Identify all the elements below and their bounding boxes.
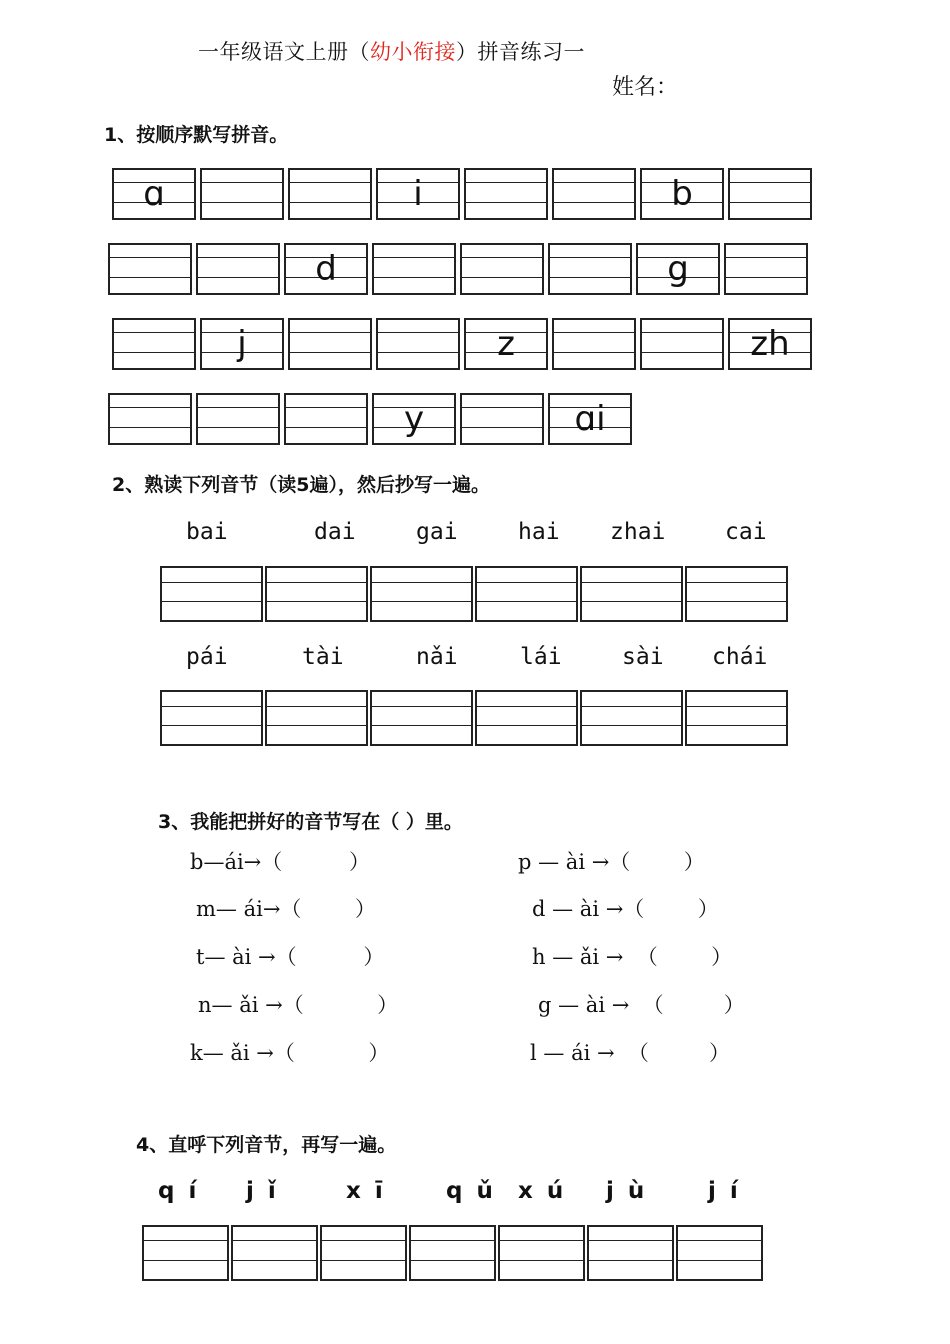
writing-cell[interactable] [160, 690, 263, 746]
writing-cell[interactable] [288, 318, 372, 370]
syllable: gai [416, 519, 458, 545]
writing-cell[interactable] [475, 566, 578, 622]
writing-cell[interactable] [728, 318, 812, 370]
syllable: j ǐ [246, 1178, 279, 1204]
cell-letter: ɑi [574, 399, 606, 439]
syllable: cai [725, 519, 767, 545]
section4-grid [142, 1225, 765, 1281]
exercise-right: p — ài →（ ） [518, 850, 705, 874]
syllable: nǎi [416, 644, 458, 670]
cell-letter: y [403, 399, 425, 439]
writing-cell[interactable] [284, 393, 368, 445]
writing-cell[interactable] [160, 566, 263, 622]
exercise-left: n— ǎi →（ ） [198, 993, 399, 1017]
exercise-left: b—ái→（ ） [190, 850, 371, 874]
writing-cell[interactable] [548, 393, 632, 445]
writing-cell[interactable] [580, 566, 683, 622]
cell-letter: zh [750, 324, 790, 364]
exercise-right: h — ǎi → （ ） [532, 945, 733, 969]
syllable: j í [708, 1178, 741, 1204]
section1-row-1 [112, 168, 816, 220]
writing-cell[interactable] [265, 566, 368, 622]
writing-cell[interactable] [196, 393, 280, 445]
cell-letter: ɑ [143, 174, 165, 214]
cell-letter: z [497, 324, 515, 364]
writing-cell[interactable] [288, 168, 372, 220]
writing-cell[interactable] [200, 318, 284, 370]
title-suffix: ）拼音练习一 [456, 40, 585, 64]
syllable: x ú [518, 1178, 567, 1204]
writing-cell[interactable] [548, 243, 632, 295]
writing-cell[interactable] [108, 393, 192, 445]
writing-cell[interactable] [685, 690, 788, 746]
name-label: 姓名： [612, 75, 679, 100]
title-prefix: 一年级语文上册（ [198, 40, 370, 64]
writing-cell[interactable] [460, 393, 544, 445]
exercise-right: l — ái → （ ） [530, 1041, 731, 1065]
syllable: tài [302, 644, 344, 670]
section4-heading: 4、直呼下列音节，再写一遍。 [136, 1134, 397, 1156]
exercise-left: t— ài →（ ） [196, 945, 385, 969]
cell-letter: g [667, 249, 689, 289]
writing-cell[interactable] [552, 168, 636, 220]
writing-cell[interactable] [464, 318, 548, 370]
syllable: dai [314, 519, 356, 545]
writing-cell[interactable] [580, 690, 683, 746]
writing-cell[interactable] [636, 243, 720, 295]
writing-cell[interactable] [552, 318, 636, 370]
writing-cell[interactable] [464, 168, 548, 220]
syllable: q í [158, 1178, 200, 1204]
writing-cell[interactable] [376, 318, 460, 370]
syllable: q ǔ [446, 1178, 496, 1204]
exercise-right: d — ài →（ ） [532, 897, 719, 921]
syllable: hai [518, 519, 560, 545]
section2-grid-2 [160, 690, 790, 746]
writing-cell[interactable] [475, 690, 578, 746]
exercise-right: g — ài → （ ） [538, 993, 745, 1017]
exercise-left: k— ǎi →（ ） [190, 1041, 390, 1065]
writing-cell[interactable] [587, 1225, 674, 1281]
writing-cell[interactable] [372, 393, 456, 445]
title-highlight: 幼小衔接 [370, 40, 456, 64]
syllable: zhai [610, 519, 666, 545]
syllable: sài [622, 644, 664, 670]
writing-cell[interactable] [112, 318, 196, 370]
cell-letter: d [315, 249, 337, 289]
section1-row-3 [112, 318, 816, 370]
syllable: j ù [606, 1178, 648, 1204]
writing-cell[interactable] [370, 690, 473, 746]
syllable: chái [712, 644, 768, 670]
syllable: x ī [346, 1178, 386, 1204]
cell-letter: i [413, 174, 423, 214]
writing-cell[interactable] [200, 168, 284, 220]
section2-heading: 2、熟读下列音节（读5遍），然后抄写一遍。 [112, 474, 490, 496]
syllable: bai [186, 519, 228, 545]
section1-row-4 [108, 393, 636, 445]
writing-cell[interactable] [676, 1225, 763, 1281]
syllable: pái [186, 644, 228, 670]
writing-cell[interactable] [108, 243, 192, 295]
writing-cell[interactable] [231, 1225, 318, 1281]
section1-heading: 1、按顺序默写拼音。 [104, 124, 289, 146]
writing-cell[interactable] [320, 1225, 407, 1281]
cell-letter: j [237, 324, 247, 364]
writing-cell[interactable] [728, 168, 812, 220]
section1-row-2 [108, 243, 812, 295]
writing-cell[interactable] [370, 566, 473, 622]
writing-cell[interactable] [460, 243, 544, 295]
writing-cell[interactable] [372, 243, 456, 295]
writing-cell[interactable] [640, 168, 724, 220]
writing-cell[interactable] [409, 1225, 496, 1281]
cell-letter: b [671, 174, 693, 214]
writing-cell[interactable] [724, 243, 808, 295]
exercise-left: m— ái→（ ） [196, 897, 376, 921]
writing-cell[interactable] [685, 566, 788, 622]
section2-grid-1 [160, 566, 790, 622]
writing-cell[interactable] [196, 243, 280, 295]
writing-cell[interactable] [284, 243, 368, 295]
section3-heading: 3、我能把拼好的音节写在（ ）里。 [158, 811, 463, 833]
writing-cell[interactable] [112, 168, 196, 220]
writing-cell[interactable] [376, 168, 460, 220]
writing-cell[interactable] [265, 690, 368, 746]
syllable: lái [520, 644, 562, 670]
page-title [198, 36, 585, 66]
writing-cell[interactable] [640, 318, 724, 370]
writing-cell[interactable] [142, 1225, 229, 1281]
writing-cell[interactable] [498, 1225, 585, 1281]
